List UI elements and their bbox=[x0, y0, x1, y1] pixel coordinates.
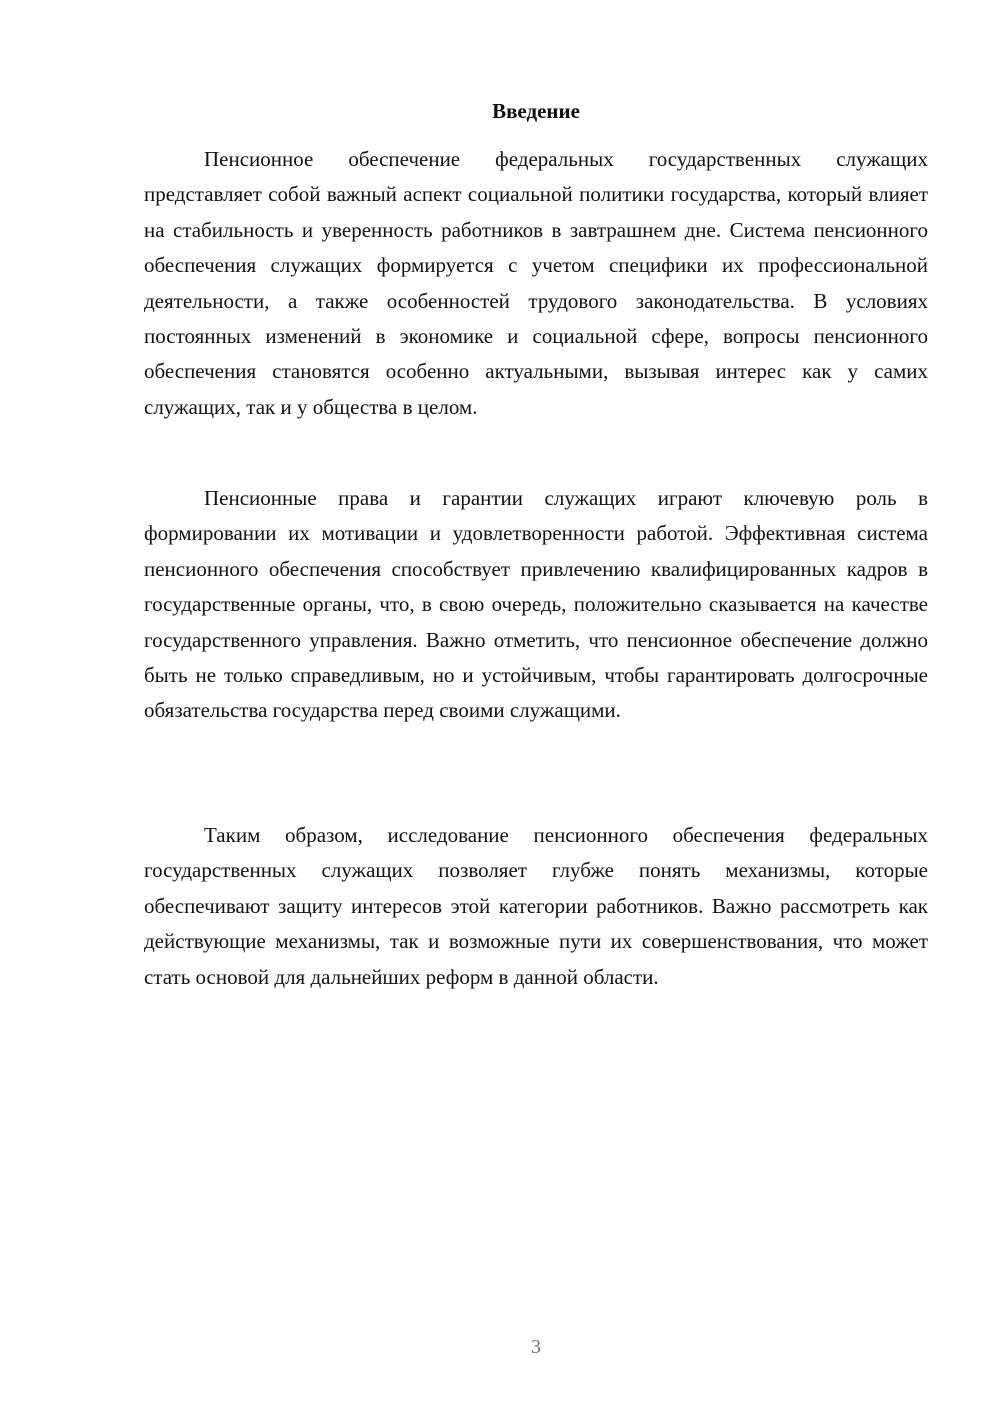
paragraph-3: Таким образом, исследование пенсионного обеспечения федеральных государственных служащих позволяет глубже понять механизмы, которые обеспечивают защиту интересов этой категории работников. Важно рассмотреть как действующие механизмы, так и возможные пути их совершенствования, что может стать основой для дальнейших реформ в данной области. bbox=[144, 823, 928, 989]
paragraph-2: Пенсионные права и гарантии служащих играют ключевую роль в формировании их мотивации и удовлетворенности работой. Эффективная система пенсионного обеспечения способствует привлечению квалифицированных кадров в государственные органы, что, в свою очередь, положительно сказывается на качестве государственного управления. Важно отметить, что пенсионное обеспечение должно быть не только справедливым, но и устойчивым, чтобы гарантировать долгосрочные обязательства государства перед своими служащими. bbox=[144, 486, 928, 723]
paragraph-1: Пенсионное обеспечение федеральных государственных служащих представляет собой важный аспект социальной политики государства, который влияет на стабильность и уверенность работников в завтрашнем дне. Система пенсионного обеспечения служащих формируется с учетом специфики их профессиональной деятельности, а также особенностей трудового законодательства. В условиях постоянных изменений в экономике и социальной сфере, вопросы пенсионного обеспечения становятся особенно актуальными, вызывая интерес как у самих служащих, так и у общества в целом. bbox=[144, 147, 928, 419]
page-number: 3 bbox=[531, 1336, 541, 1358]
section-title: Введение bbox=[492, 99, 580, 123]
